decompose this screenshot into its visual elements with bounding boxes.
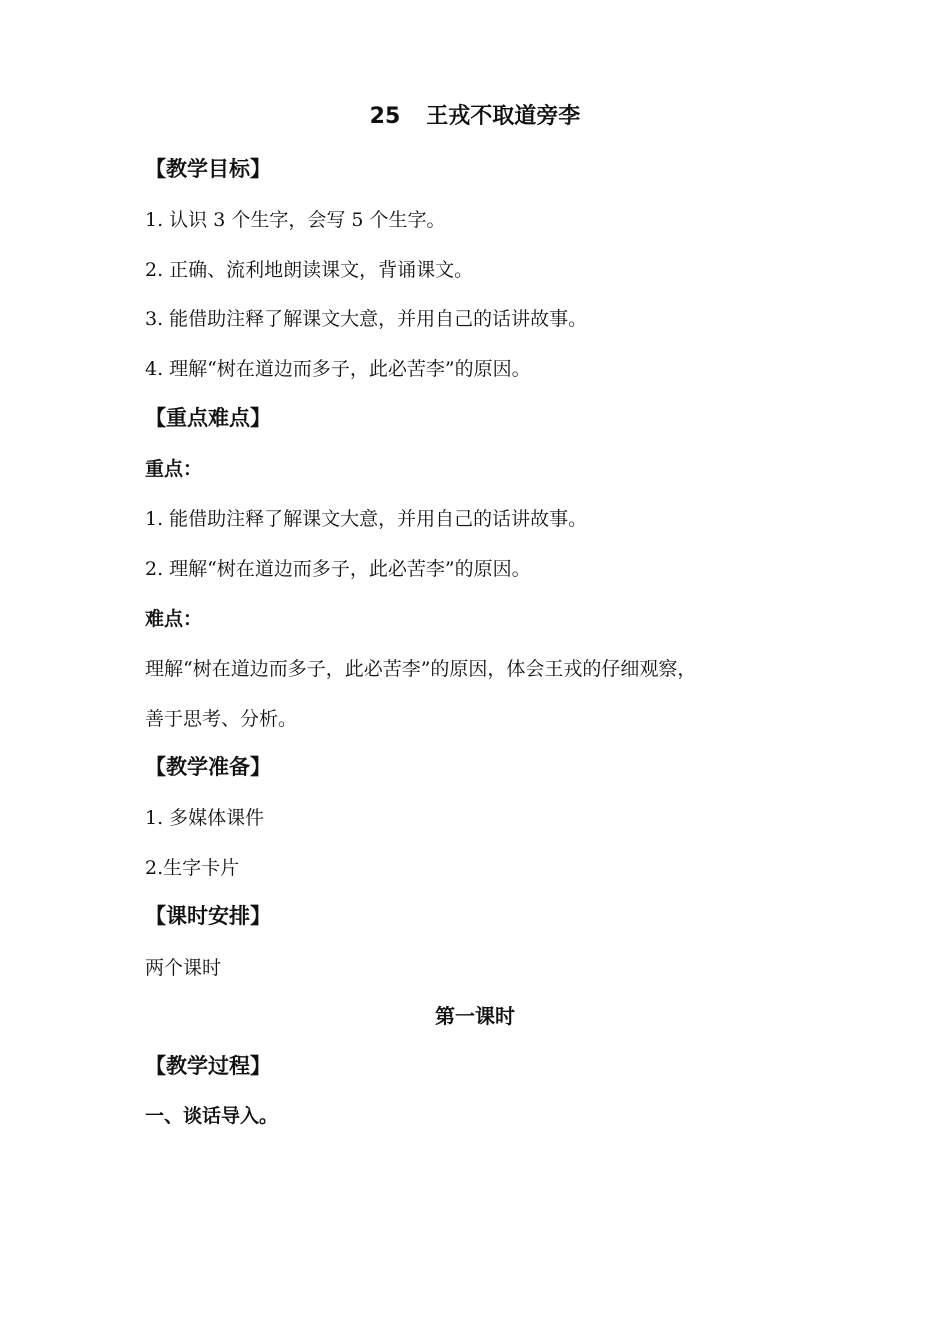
objective-item-3: 3. 能借助注释了解课文大意，并用自己的话讲故事。 — [145, 308, 588, 330]
preparation-item-2: 2.生字卡片 — [145, 857, 240, 879]
schedule-heading: 【课时安排】 — [145, 904, 271, 928]
objectives-heading: 【教学目标】 — [145, 157, 271, 181]
objective-item-1: 1. 认识 3 个生字，会写 5 个生字。 — [145, 209, 446, 231]
objective-item-4: 4. 理解“树在道边而多子，此必苦李”的原因。 — [145, 358, 531, 380]
key-point-item-2: 2. 理解“树在道边而多子，此必苦李”的原因。 — [145, 558, 531, 580]
lesson-title — [0, 103, 950, 131]
difficult-point-line-2: 善于思考、分析。 — [145, 708, 298, 730]
key-point-item-1: 1. 能借助注释了解课文大意，并用自己的话讲故事。 — [145, 508, 588, 530]
schedule-text: 两个课时 — [145, 957, 222, 979]
lesson-title-text: 王戎不取道旁李 — [426, 104, 581, 129]
objective-item-2: 2. 正确、流利地朗读课文，背诵课文。 — [145, 259, 474, 281]
process-heading: 【教学过程】 — [145, 1054, 271, 1078]
key-difficult-heading: 【重点难点】 — [145, 406, 271, 430]
preparation-item-1: 1. 多媒体课件 — [145, 807, 265, 829]
lesson-one-heading: 第一课时 — [435, 1004, 515, 1028]
difficult-point-line-1: 理解“树在道边而多子，此必苦李”的原因，体会王戎的仔细观察， — [145, 658, 697, 680]
lesson-number: 25 — [369, 104, 401, 129]
preparation-heading: 【教学准备】 — [145, 755, 271, 779]
process-step-one: 一、谈话导入。 — [145, 1105, 279, 1127]
key-points-label: 重点： — [145, 458, 203, 480]
difficult-points-label: 难点： — [145, 608, 203, 630]
